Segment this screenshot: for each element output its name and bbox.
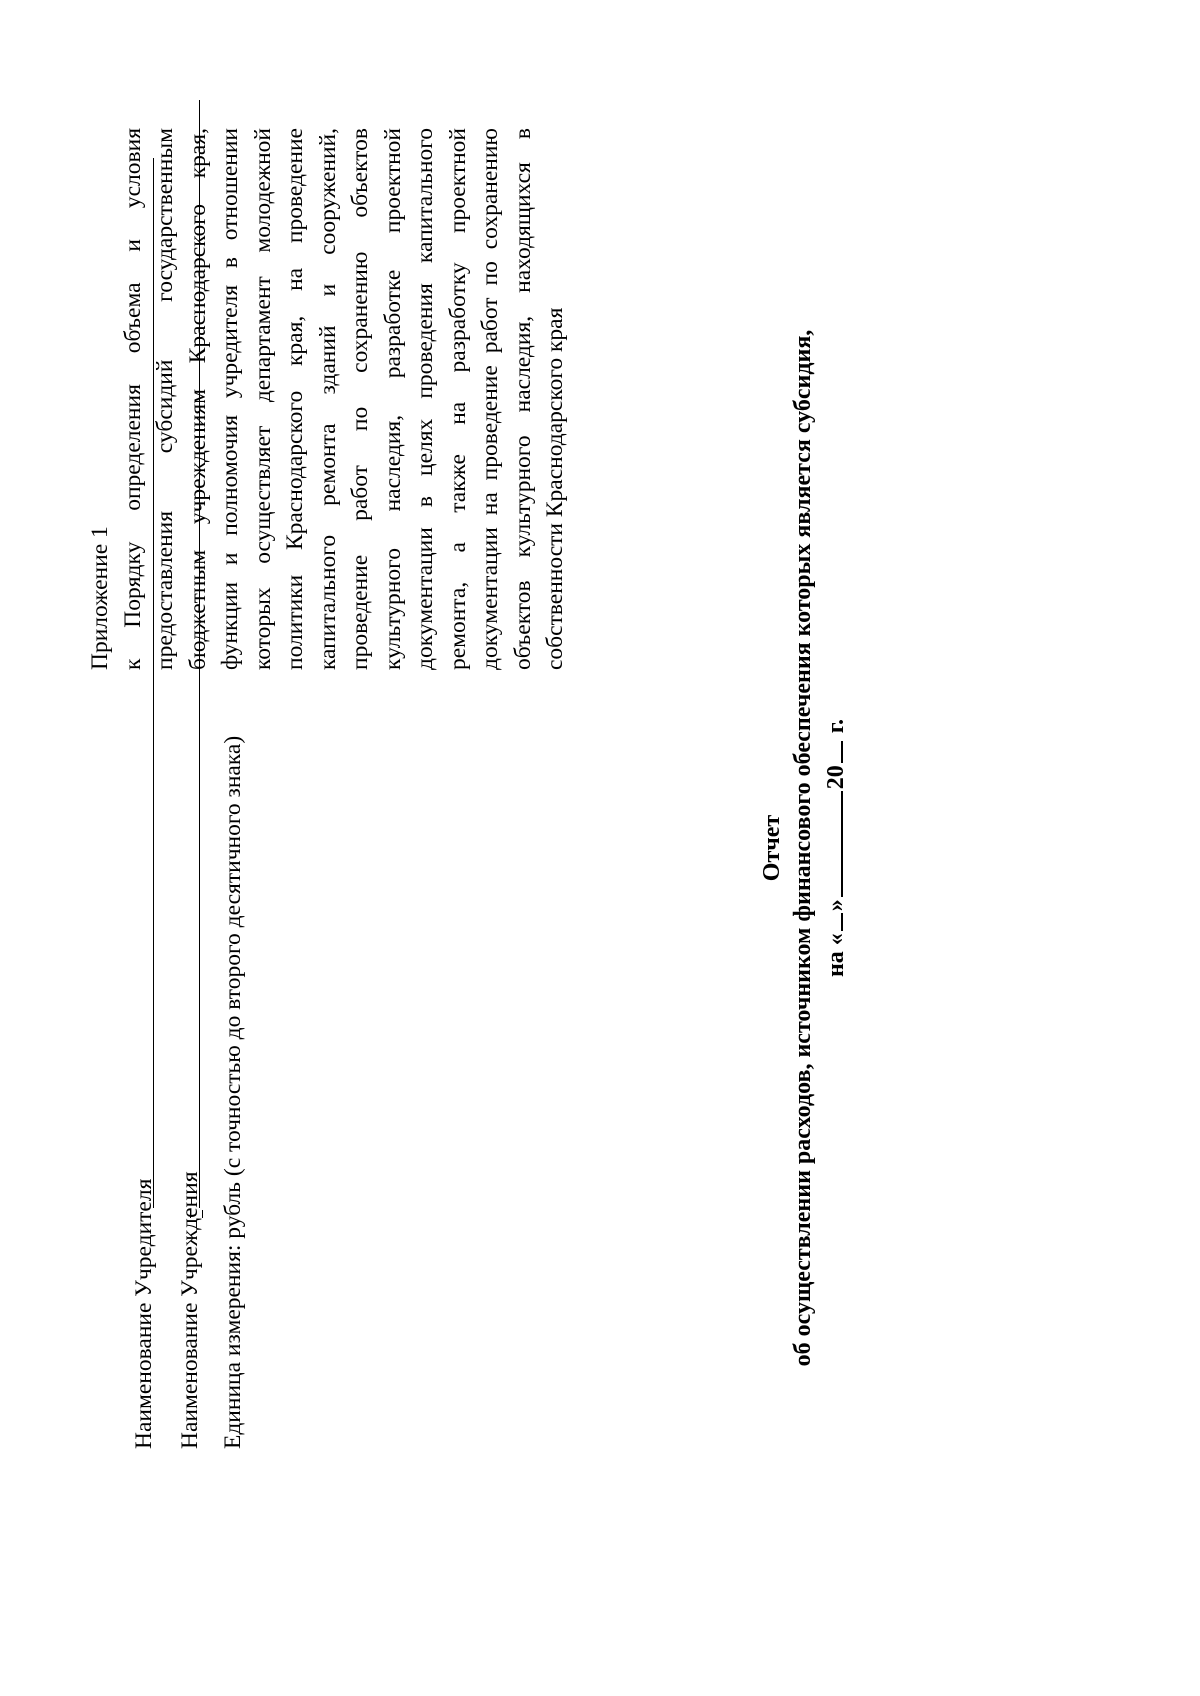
founder-label: Наименование Учредителя <box>131 1178 157 1449</box>
report-title: Отчет <box>759 814 785 882</box>
institution-field-line[interactable] <box>199 100 200 1208</box>
appendix-line: капитального ремонта зданий и <box>314 254 341 670</box>
appendix-line: департамент молодежной политики <box>249 128 308 670</box>
report-subtitle: об осуществлении расходов, источником финансового обеспечения которых является субсидия, <box>790 329 816 1367</box>
appendix-line: предоставления субсидий государственным <box>152 128 178 670</box>
date-mid: » <box>823 899 849 912</box>
day-blank[interactable] <box>819 913 843 931</box>
appendix-line: документации в целях проведения <box>412 263 438 670</box>
appendix-line: проведение работ по сохранению объектов <box>477 128 536 670</box>
date-suffix: г. <box>823 718 849 734</box>
appendix-block <box>84 128 572 670</box>
month-blank[interactable] <box>819 791 843 897</box>
year-blank[interactable] <box>819 741 843 763</box>
appendix-line: отношении которых осуществляет <box>217 128 276 670</box>
appendix-line: сохранению объектов культурного <box>347 128 406 670</box>
appendix-line: сооружений, проведение работ по <box>314 128 373 670</box>
date-prefix: на « <box>823 933 849 978</box>
appendix-line: Краснодарского края, на проведение <box>282 128 308 551</box>
appendix-line: капитального ремонта, а также на <box>412 128 471 670</box>
appendix-line: к Порядку определения объема и условия <box>119 128 146 670</box>
appendix-heading: Приложение 1 <box>87 526 113 670</box>
appendix-line: собственности Краснодарского края <box>542 307 568 670</box>
founder-field-line[interactable] <box>153 158 154 1208</box>
appendix-text <box>117 128 572 670</box>
appendix-line: культурного наследия, находящихся в <box>509 128 536 558</box>
institution-label: Наименование Учреждения <box>177 1171 203 1449</box>
divider <box>202 1210 203 1218</box>
unit-label: Единица измерения: рубль (с точностью до второго десятичного знака) <box>220 735 246 1449</box>
date-year: 20 <box>823 765 849 790</box>
divider <box>190 1210 191 1218</box>
appendix-line: наследия, разработке проектной <box>379 128 406 512</box>
report-date-line <box>819 0 852 1696</box>
appendix-line: края, функции и полномочия учредителя в <box>184 128 243 670</box>
appendix-line: бюджетным учреждениям Краснодарского <box>184 178 211 670</box>
appendix-line: разработку проектной документации на <box>444 128 503 670</box>
